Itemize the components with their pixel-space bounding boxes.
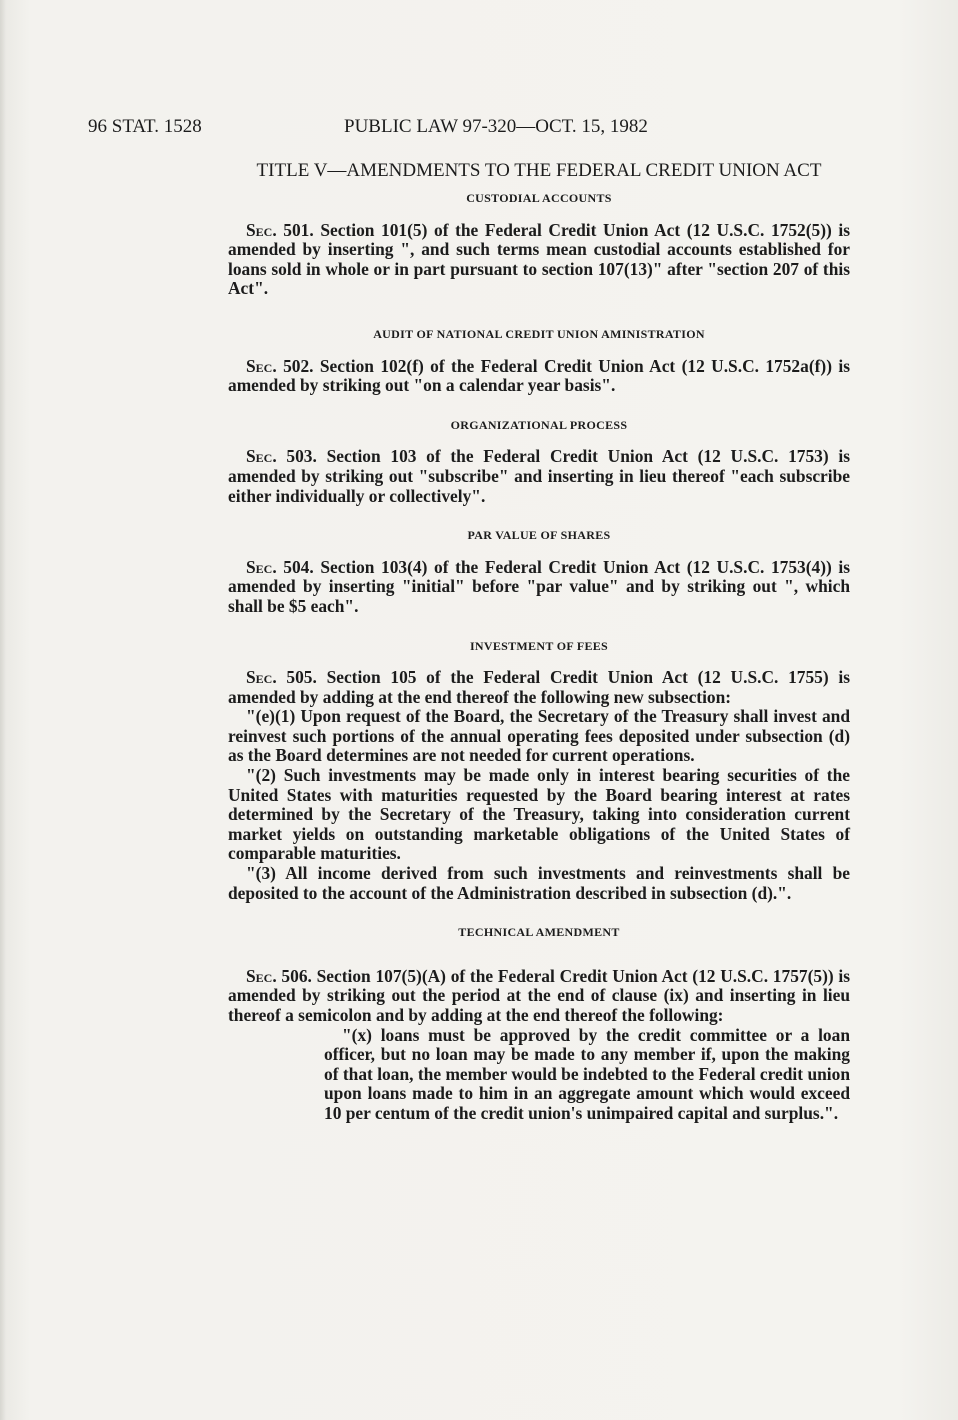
section-label: Sec. 504.	[246, 556, 314, 577]
section-label: Sec. 501.	[246, 219, 314, 240]
section-text: Section 103 of the Federal Credit Union Act (12 U.S.C. 1753) is amended by striking out "subscribe" and inserting in lieu thereof "each subscribe either individually or collectively".	[228, 446, 850, 506]
title-heading: TITLE V—AMENDMENTS TO THE FEDERAL CREDIT UNION ACT	[256, 160, 822, 181]
section-503	[228, 447, 850, 506]
document-body	[228, 160, 850, 1124]
law-citation: PUBLIC LAW 97-320—OCT. 15, 1982	[344, 116, 648, 137]
section-502	[228, 357, 850, 396]
section-505	[228, 668, 850, 707]
section-501	[228, 221, 850, 299]
section-text: Section 105 of the Federal Credit Union Act (12 U.S.C. 1755) is amended by adding at the end thereof the following new subsection:	[228, 667, 850, 707]
section-label: Sec. 502.	[246, 355, 314, 376]
section-text: Section 102(f) of the Federal Credit Union Act (12 U.S.C. 1752a(f)) is amended by striking out "on a calendar year basis".	[228, 355, 850, 396]
subsection-e1: "(e)(1) Upon request of the Board, the Secretary of the Treasury shall invest and reinvest such portions of the annual operating fees deposited under subsection (d) as the Board determines are not needed for current operations.	[228, 706, 850, 766]
section-504	[228, 558, 850, 617]
section-heading-technical-amendment: TECHNICAL AMENDMENT	[458, 925, 620, 940]
subsection-2: "(2) Such investments may be made only in interest bearing securities of the United States with maturities requested by the Board bearing interest at rates determined by the Secretary of the Treasury, taking into consideration current market yields on outstanding marketable obligations of the United States of comparable maturities.	[228, 765, 850, 864]
section-heading-audit: AUDIT OF NATIONAL CREDIT UNION AMINISTRATION	[373, 326, 705, 341]
section-label: Sec. 505.	[246, 667, 317, 688]
section-heading-par-value: PAR VALUE OF SHARES	[467, 528, 611, 543]
section-heading-investment-of-fees: INVESTMENT OF FEES	[469, 638, 609, 653]
section-text: Section 103(4) of the Federal Credit Union Act (12 U.S.C. 1753(4)) is amended by inserting "initial" before "par value" and by striking out ", which shall be $5 each".	[228, 556, 850, 616]
section-text: Section 101(5) of the Federal Credit Union Act (12 U.S.C. 1752(5)) is amended by inserting ", and such terms mean custodial accounts established for loans sold in whole or in part pursuant to section 107(13)" after "section 207 of this Act".	[228, 219, 850, 299]
section-text: Section 107(5)(A) of the Federal Credit Union Act (12 U.S.C. 1757(5)) is amended by striking out the period at the end of clause (ix) and inserting in lieu thereof a semicolon and by adding at the end thereof the following:	[228, 965, 850, 1025]
section-506	[228, 967, 850, 1026]
subsection-3: "(3) All income derived from such investments and reinvestments shall be deposited to the account of the Administration described in subsection (d).".	[228, 863, 850, 903]
section-heading-organizational-process: ORGANIZATIONAL PROCESS	[450, 417, 628, 432]
page-edge-shadow	[0, 0, 6, 1420]
page-header	[88, 116, 868, 146]
section-label: Sec. 506.	[246, 965, 312, 986]
page-number: 96 STAT. 1528	[88, 116, 202, 137]
clause-x-quote: "(x) loans must be approved by the credit committee or a loan officer, but no loan may be made to any member if, upon the making of that loan, the member would be indebted to the Federal credit union upon loans made to him in an aggregate amount which would exceed 10 per centum of the credit union's unimpaired capital and surplus.".	[324, 1024, 850, 1123]
section-heading-custodial-accounts: CUSTODIAL ACCOUNTS	[466, 191, 612, 205]
section-label: Sec. 503.	[246, 446, 317, 467]
